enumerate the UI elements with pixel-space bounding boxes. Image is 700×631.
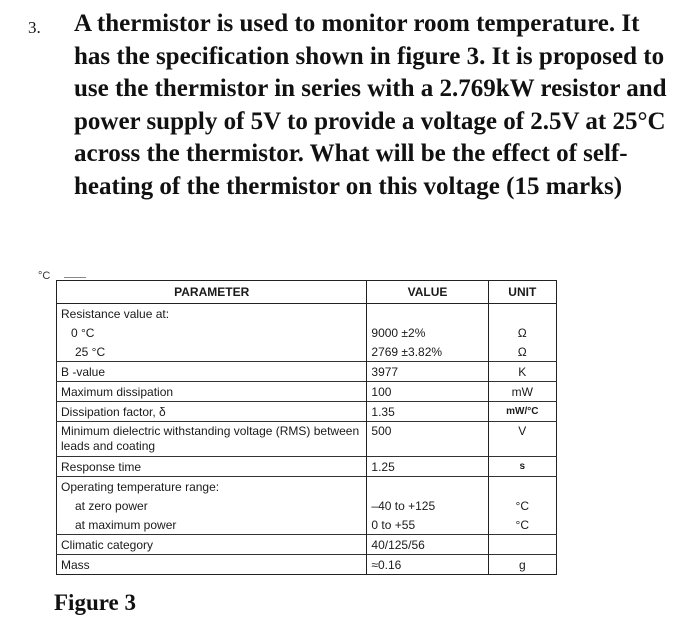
cropped-artifact-text: °C xyxy=(38,270,51,282)
cropped-artifact-line xyxy=(64,277,86,278)
unit-climatic xyxy=(488,535,556,555)
unit-max-power: °C xyxy=(515,517,530,532)
param-dielectric: Minimum dielectric withstanding voltage (RMS) between leads and coating xyxy=(57,422,367,457)
table-row xyxy=(57,402,557,422)
value-zero-power: –40 to +125 xyxy=(367,496,488,515)
table-row xyxy=(57,422,557,457)
header-parameter: PARAMETER xyxy=(57,281,367,304)
value-bvalue: 3977 xyxy=(367,362,488,382)
unit-response-time: s xyxy=(488,457,556,477)
unit-r0: Ω xyxy=(517,325,527,340)
operating-range-heading: Operating temperature range: xyxy=(57,477,367,497)
resistance-heading: Resistance value at: xyxy=(57,304,367,324)
unit-bvalue: K xyxy=(488,362,556,382)
param-mass: Mass xyxy=(57,555,367,575)
table-row xyxy=(57,362,557,382)
table-row xyxy=(57,535,557,555)
table-row xyxy=(57,304,557,324)
table-row xyxy=(57,382,557,402)
unit-dissipation-factor: mW/°C xyxy=(488,402,556,422)
table-row xyxy=(57,323,557,342)
value-climatic: 40/125/56 xyxy=(367,535,488,555)
header-value: VALUE xyxy=(367,281,488,304)
unit-zero-power: °C xyxy=(515,498,530,513)
value-dielectric: 500 xyxy=(367,422,488,457)
question-number: 3. xyxy=(28,18,41,37)
header-unit: UNIT xyxy=(488,281,556,304)
unit-dielectric: V xyxy=(488,422,556,457)
param-dissipation-factor: Dissipation factor, δ xyxy=(57,402,367,422)
param-r0: 0 °C xyxy=(57,323,367,342)
table-row xyxy=(57,496,557,515)
param-r25: 25 °C xyxy=(57,342,367,362)
question-block xyxy=(28,8,678,203)
value-response-time: 1.25 xyxy=(367,457,488,477)
question-text: A thermistor is used to monitor room temperature. It has the specification shown in figure 3. It is proposed to use the thermistor in series with a 2.769kW resistor and power supply of 5V to provide a voltage of 2.5V at 25°C across the thermistor. What will be the effect of self-heating of the thermistor on this voltage (15 marks) xyxy=(74,10,667,200)
value-dissipation-factor: 1.35 xyxy=(367,402,488,422)
param-bvalue: B -value xyxy=(57,362,367,382)
param-max-dissipation: Maximum dissipation xyxy=(57,382,367,402)
figure-caption: Figure 3 xyxy=(54,590,136,615)
value-max-power: 0 to +55 xyxy=(367,515,488,535)
value-r0: 9000 ±2% xyxy=(367,323,488,342)
table-row xyxy=(57,555,557,575)
value-mass: ≈0.16 xyxy=(367,555,488,575)
unit-mass: g xyxy=(488,555,556,575)
param-max-power: at maximum power xyxy=(57,515,367,535)
specification-table xyxy=(56,280,557,575)
unit-max-dissipation: mW xyxy=(488,382,556,402)
table-row xyxy=(57,515,557,535)
table-row xyxy=(57,477,557,497)
param-climatic: Climatic category xyxy=(57,535,367,555)
table-row xyxy=(57,342,557,362)
value-max-dissipation: 100 xyxy=(367,382,488,402)
table-header-row xyxy=(57,281,557,304)
value-r25: 2769 ±3.82% xyxy=(367,342,488,362)
unit-r25: Ω xyxy=(517,344,527,359)
param-zero-power: at zero power xyxy=(57,496,367,515)
param-response-time: Response time xyxy=(57,457,367,477)
table-row xyxy=(57,457,557,477)
